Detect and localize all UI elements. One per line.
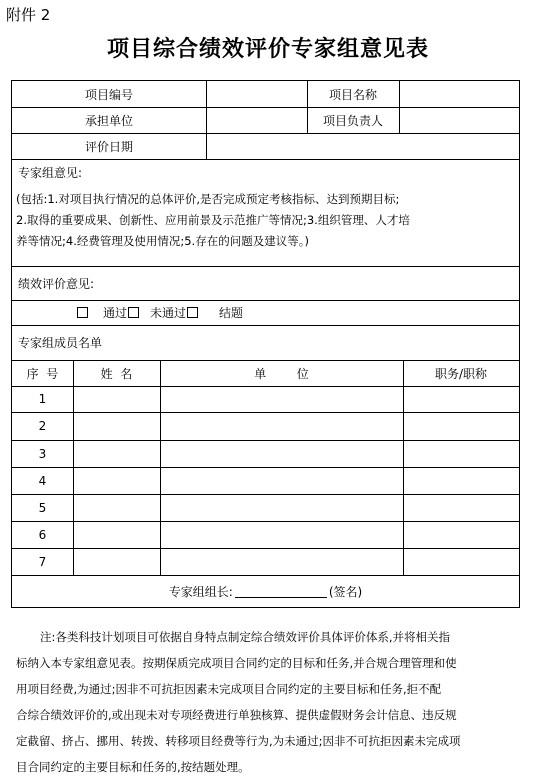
conclude-option-label: 结题 — [219, 306, 244, 320]
members-label: 专家组成员名单 — [18, 336, 103, 350]
column-header-title: 职务/职称 — [434, 366, 488, 381]
sign-suffix: (签名) — [328, 584, 363, 599]
table-row-number: 5 — [38, 500, 47, 515]
table-row-number: 4 — [38, 473, 47, 488]
project-name-label: 项目名称 — [328, 87, 377, 102]
guidance-line: 养等情况;4.经费管理及使用情况;5.存在的问题及建议等。) — [16, 234, 309, 248]
table-row-number: 2 — [38, 419, 47, 433]
expert-opinion-label: 专家组意见: — [18, 166, 83, 180]
column-header-unit: 单 位 — [254, 366, 309, 381]
note-line: 目合同约定的主要目标和任务的,按结题处理。 — [16, 760, 250, 774]
table-row-number: 7 — [38, 554, 47, 569]
conclude-checkbox[interactable] — [187, 307, 198, 318]
note-line: 定截留、挤占、挪用、转拨、转移项目经费等行为,为未通过;因非不可抗拒因素未完成项 — [16, 734, 461, 748]
project-leader-field[interactable] — [399, 107, 519, 133]
note-line: 注:各类科技计划项目可依据自身特点制定综合绩效评价具体评价体系,并将相关指 — [40, 630, 451, 644]
note-line: 用项目经费,为通过;因非不可抗拒因素未完成项目合同约定的主要目标和任务,拒不配 — [16, 682, 442, 696]
table-row-number: 3 — [38, 446, 47, 461]
attachment-label: 附件 2 — [6, 6, 51, 24]
leader-signature-row — [12, 575, 519, 607]
fail-checkbox[interactable] — [128, 307, 139, 318]
note-line: 标纳入本专家组意见表。按期保质完成项目合同约定的目标和任务,并合规合理管理和使 — [16, 656, 457, 670]
evaluation-date-label: 评价日期 — [84, 139, 133, 154]
performance-options — [76, 300, 516, 325]
table-row-number: 1 — [38, 392, 47, 406]
leader-signature-field[interactable] — [235, 585, 327, 598]
evaluation-form — [11, 80, 520, 608]
footnote — [16, 624, 516, 780]
page-title: 项目综合绩效评价专家组意见表 — [106, 37, 429, 62]
performance-label: 绩效评价意见: — [18, 276, 95, 291]
pass-checkbox[interactable] — [77, 307, 88, 318]
guidance-line: (包括:1.对项目执行情况的总体评价,是否完成预定考核指标、达到预期目标; — [16, 192, 400, 206]
fail-option-label: 未通过 — [150, 306, 187, 320]
evaluation-date-field[interactable] — [206, 133, 519, 159]
undertaking-unit-field[interactable] — [206, 107, 307, 133]
undertaking-unit-label: 承担单位 — [84, 113, 133, 128]
note-line: 合综合绩效评价的,或出现未对专项经费进行单独核算、提供虚假财务会计信息、违反规 — [16, 708, 457, 722]
pass-option-label: 通过 — [103, 306, 128, 320]
expert-opinion-guidance — [16, 189, 519, 252]
project-number-field[interactable] — [206, 81, 307, 107]
project-number-label: 项目编号 — [84, 87, 133, 102]
column-header-name: 姓 名 — [100, 366, 133, 381]
column-header-seq: 序 号 — [26, 366, 59, 381]
project-leader-label: 项目负责人 — [322, 113, 383, 128]
guidance-line: 2.取得的重要成果、创新性、应用前景及示范推广等情况;3.组织管理、人才培 — [16, 213, 410, 227]
table-row-number: 6 — [38, 527, 47, 542]
leader-label: 专家组组长: — [168, 584, 233, 599]
project-name-field[interactable] — [399, 81, 519, 107]
